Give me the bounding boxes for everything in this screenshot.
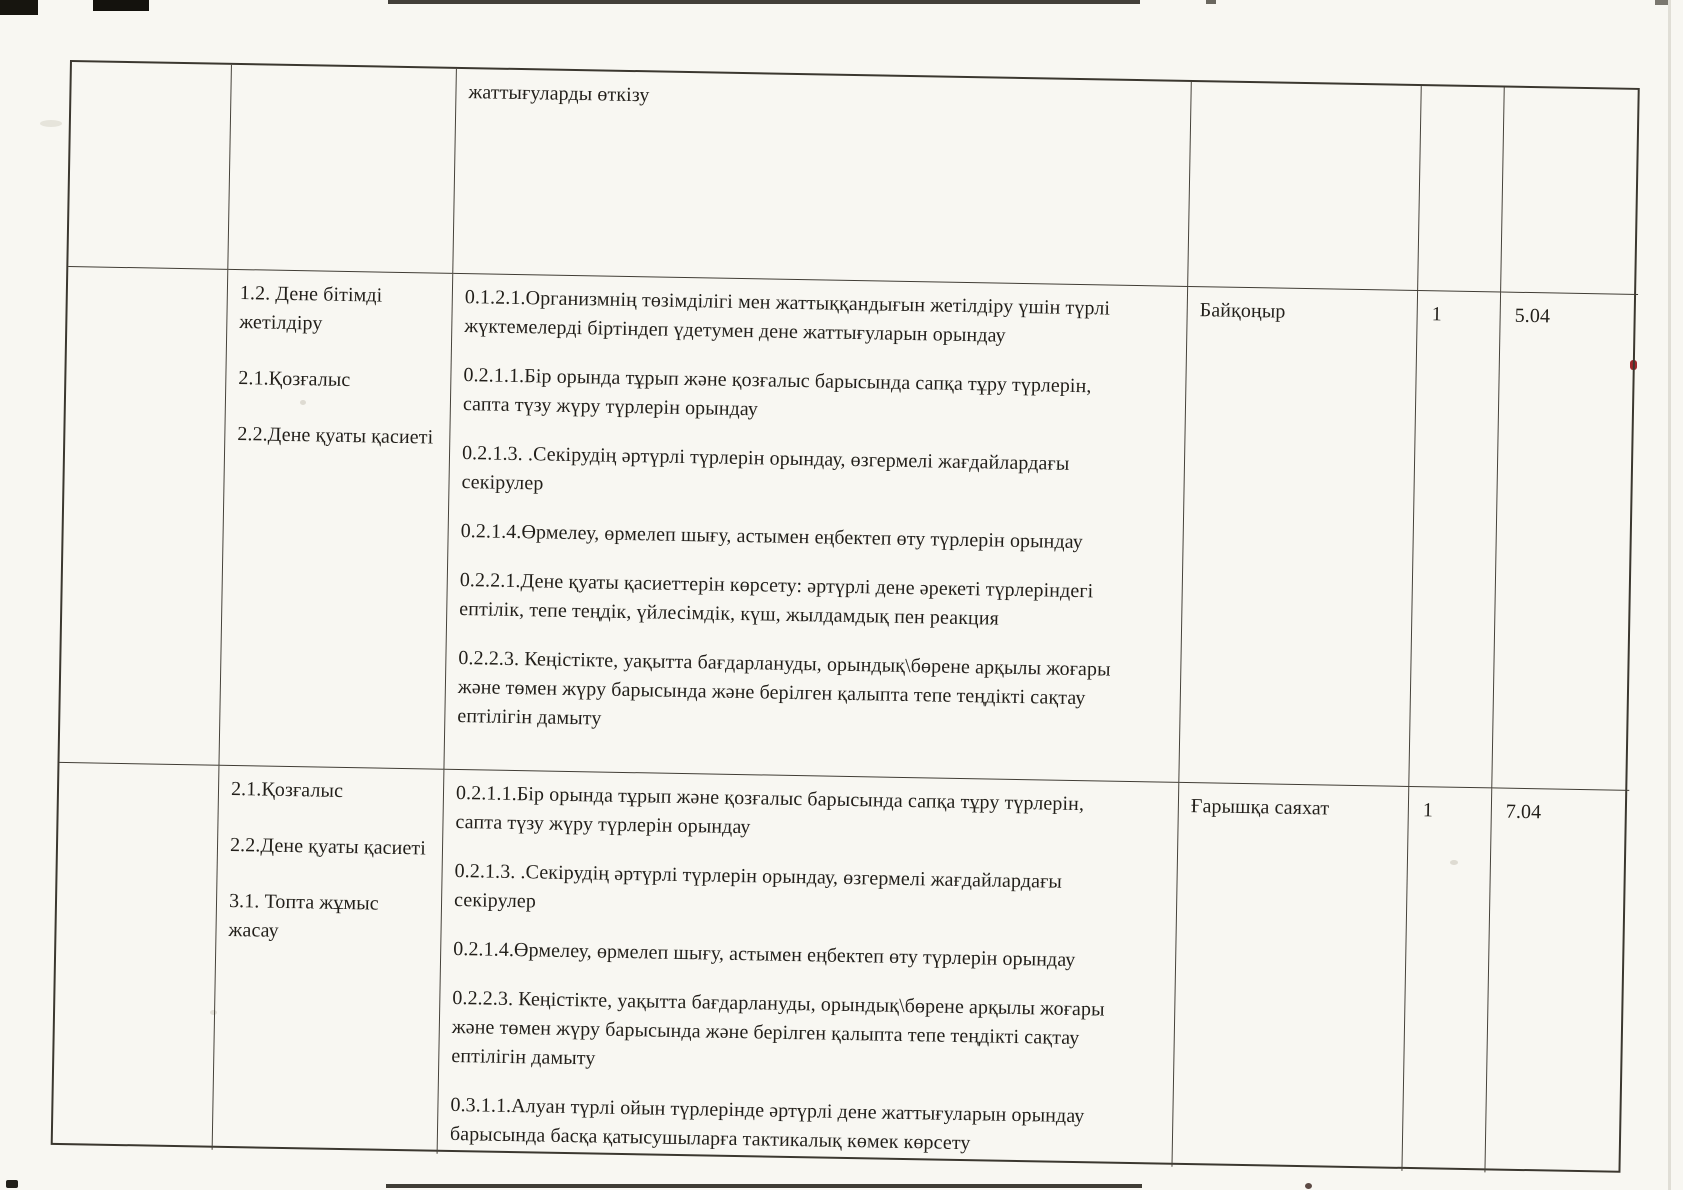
cell-outcomes-row3 <box>438 770 1180 1167</box>
cell-index-row1 <box>68 62 232 270</box>
outcome-item: 0.2.1.3. .Секірудің әртүрлі түрлерін орындау, өзгермелі жағдайлардағы секірулер <box>461 442 1070 495</box>
outcome-item: 0.2.1.4.Өрмелеу, өрмелеп шығу, астымен еңбектеп өту түрлерін орындау <box>460 520 1084 554</box>
outcome-item: 0.2.1.3. .Секірудің әртүрлі түрлерін орындау, өзгермелі жағдайлардағы секірулер <box>453 859 1063 913</box>
cell-date-row1 <box>1501 88 1642 295</box>
cell-date-row2 <box>1492 293 1638 791</box>
lesson-plan-table <box>51 60 1640 1173</box>
outcome-item: 0.2.1.1.Бір орында тұрып және қозғалыс барысында сапқа тұру түрлерін, сапта түзу жүру түрлерін орындау <box>462 364 1092 421</box>
date-value: 5.04 <box>1514 304 1551 328</box>
outcome-item: 0.2.2.3. Кеңістікте, уақытта бағдарлануды, орындық\бөрене арқылы жоғары және төмен жүру барысында және берілген қалыпта тепе теңдікті сақтау ептілігін дамыту <box>451 986 1105 1070</box>
cell-hours-row3 <box>1402 787 1492 1172</box>
cell-theme-row2 <box>1179 287 1418 787</box>
cell-date-row3 <box>1485 788 1629 1174</box>
scan-artifact-top-left-block <box>0 0 38 15</box>
scan-artifact-top-right-speck <box>1655 0 1669 5</box>
theme-label: Байқоңыр <box>1199 299 1286 323</box>
cell-hours-row1 <box>1418 86 1505 292</box>
cell-outcomes-row1 <box>453 69 1192 287</box>
objective-item: 2.1.Қозғалыс <box>238 367 351 392</box>
scan-artifact-bottom-dot <box>6 1180 18 1188</box>
objective-item: 1.2. Дене бітімді жетілдіру <box>239 282 383 335</box>
scan-artifact-smudge <box>40 120 62 127</box>
objective-item: 2.2.Дене қуаты қасиеті <box>237 423 434 449</box>
scan-artifact-top-line <box>388 0 1140 4</box>
cell-theme-row1 <box>1188 82 1422 291</box>
cell-objectives-row1 <box>228 65 457 274</box>
cell-outcomes-row2 <box>444 274 1188 783</box>
cell-index-row2 <box>59 267 228 766</box>
theme-label: Ғарышқа саяхат <box>1190 795 1330 820</box>
scan-artifact-page-edge-shadow <box>1668 0 1671 1190</box>
outcome-item: 0.3.1.1.Алуан түрлі ойын түрлерінде әртүрлі дене жаттығуларын орындау барысында басқа қатысушыларға тактикалық көмек көрсету <box>449 1093 1085 1155</box>
scan-artifact-bottom-line <box>386 1184 1142 1188</box>
scan-artifact-top-speck <box>1206 0 1216 4</box>
cell-theme-row3 <box>1172 783 1409 1171</box>
outcome-item: 0.2.1.1.Бір орында тұрып және қозғалыс барысында сапқа тұру түрлерін, сапта түзу жүру түрлерін орындау <box>455 781 1085 839</box>
outcome-item: 0.1.2.1.Организмнің төзімділігі мен жаттыққандығын жетілдіру үшін түрлі жүктемелерді біртіндеп үдетумен дене жаттығуларын орындау <box>464 286 1111 347</box>
scan-artifact-bottom-speck <box>1305 1183 1312 1189</box>
outcome-item: жаттығуларды өткізу <box>468 81 650 107</box>
cell-hours-row2 <box>1409 291 1501 788</box>
date-value: 7.04 <box>1505 800 1542 824</box>
objective-item: 2.1.Қозғалыс <box>230 777 344 802</box>
objective-item: 2.2.Дене қуаты қасиеті <box>229 833 427 860</box>
scan-artifact-top-bar <box>93 0 149 11</box>
outcome-item: 0.2.1.4.Өрмелеу, өрмелеп шығу, астымен еңбектеп өту түрлерін орындау <box>453 937 1076 972</box>
cell-index-row3 <box>53 763 220 1150</box>
outcome-item: 0.2.2.1.Дене қуаты қасиеттерін көрсету: әртүрлі дене әрекеті түрлеріндегі ептілік, тепе теңдік, үйлесімдік, күш, жылдамдық пен реакция <box>459 569 1094 630</box>
cell-objectives-row3 <box>213 766 445 1154</box>
objective-item: 3.1. Топта жұмыс жасау <box>228 889 379 942</box>
cell-objectives-row2 <box>219 270 453 770</box>
hours-value: 1 <box>1431 303 1442 326</box>
outcome-item: 0.2.2.3. Кеңістікте, уақытта бағдарлануды, орындық\бөрене арқылы жоғары және төмен жүру барысында және берілген қалыпта тепе теңдікті сақтау ептілігін дамыту <box>457 647 1111 730</box>
hours-value: 1 <box>1422 799 1434 822</box>
